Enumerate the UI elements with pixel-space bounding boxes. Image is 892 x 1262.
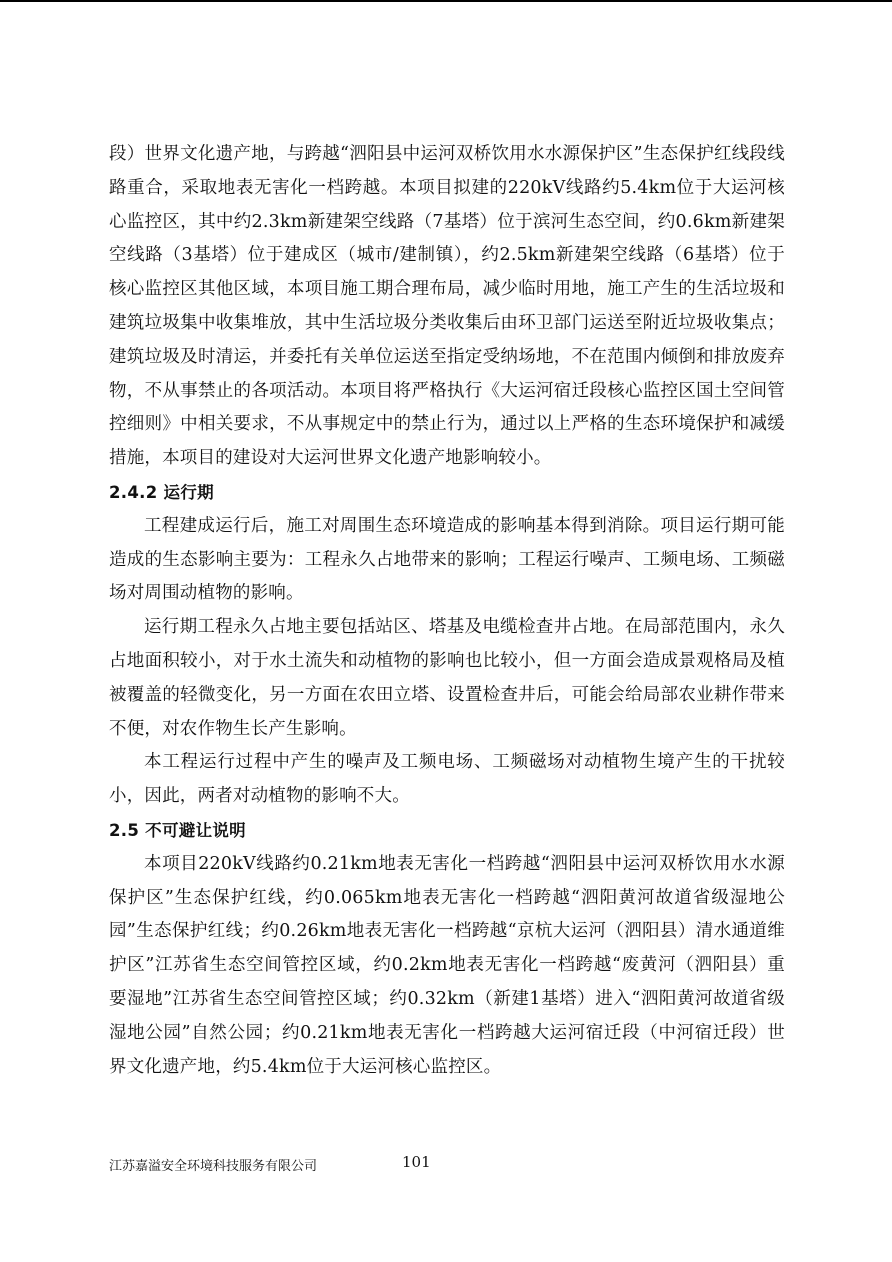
section-heading-2-5: 2.5 不可避让说明 <box>109 820 246 840</box>
page-number: 101 <box>402 1153 431 1171</box>
paragraph-operation-impact: 工程建成运行后，施工对周围生态环境造成的影响基本得到消除。项目运行期可能造成的生态影响主要为：工程永久占地带来的影响；工程运行噪声、工频电场、工频磁场对周围动植物的影响。 <box>109 515 785 604</box>
page-body <box>109 138 785 1084</box>
paragraph-noise-emf: 本工程运行过程中产生的噪声及工频电场、工频磁场对动植物生境产生的干扰较小，因此，两者对动植物的影响不大。 <box>109 752 785 807</box>
paragraph-permanent-land-use: 运行期工程永久占地主要包括站区、塔基及电缆检查井占地。在局部范围内，永久占地面积较小，对于水土流失和动植物的影响也比较小，但一方面会造成景观格局及植被覆盖的轻微变化，另一方面在农田立塔、设置检查井后，可能会给局部农业耕作带来不便，对农作物生长产生影响。 <box>109 617 785 739</box>
section-heading-2-4-2: 2.4.2 运行期 <box>109 482 214 502</box>
page-footer <box>109 1155 785 1175</box>
paragraph-unavoidable-explanation: 本项目220kV线路约0.21km地表无害化一档跨越“泗阳县中运河双桥饮用水水源保护区”生态保护红线，约0.065km地表无害化一档跨越“泗阳黄河故道省级湿地公园”生态保护红线；约0.26km地表无害化一档跨越“京杭大运河（泗阳县）清水通道维护区”江苏省生态空间管控区域，约0.2km地表无害化一档跨越“废黄河（泗阳县）重要湿地”江苏省生态空间管控区域；约0.32km（新建1基塔）进入“泗阳黄河故道省级湿地公园”自然公园；约0.21km地表无害化一档跨越大运河宿迁段（中河宿迁段）世界文化遗产地，约5.4km位于大运河核心监控区。 <box>109 853 785 1077</box>
footer-company-name: 江苏嘉溢安全环境科技服务有限公司 <box>109 1159 318 1174</box>
paragraph-cultural-heritage-continued: 段）世界文化遗产地，与跨越“泗阳县中运河双桥饮用水水源保护区”生态保护红线段线路重合，采取地表无害化一档跨越。本项目拟建的220kV线路约5.4km位于大运河核心监控区，其中约2.3km新建架空线路（7基塔）位于滨河生态空间，约0.6km新建架空线路（3基塔）位于建成区（城市/建制镇），约2.5km新建架空线路（6基塔）位于核心监控区其他区域，本项目施工期合理布局，减少临时用地，施工产生的生活垃圾和建筑垃圾集中收集堆放，其中生活垃圾分类收集后由环卫部门运送至附近垃圾收集点；建筑垃圾及时清运，并委托有关单位运送至指定受纳场地，不在范围内倾倒和排放废弃物，不从事禁止的各项活动。本项目将严格执行《大运河宿迁段核心监控区国土空间管控细则》中相关要求，不从事规定中的禁止行为，通过以上严格的生态环境保护和减缓措施，本项目的建设对大运河世界文化遗产地影响较小。 <box>109 144 785 469</box>
page-top-border <box>0 0 892 2</box>
